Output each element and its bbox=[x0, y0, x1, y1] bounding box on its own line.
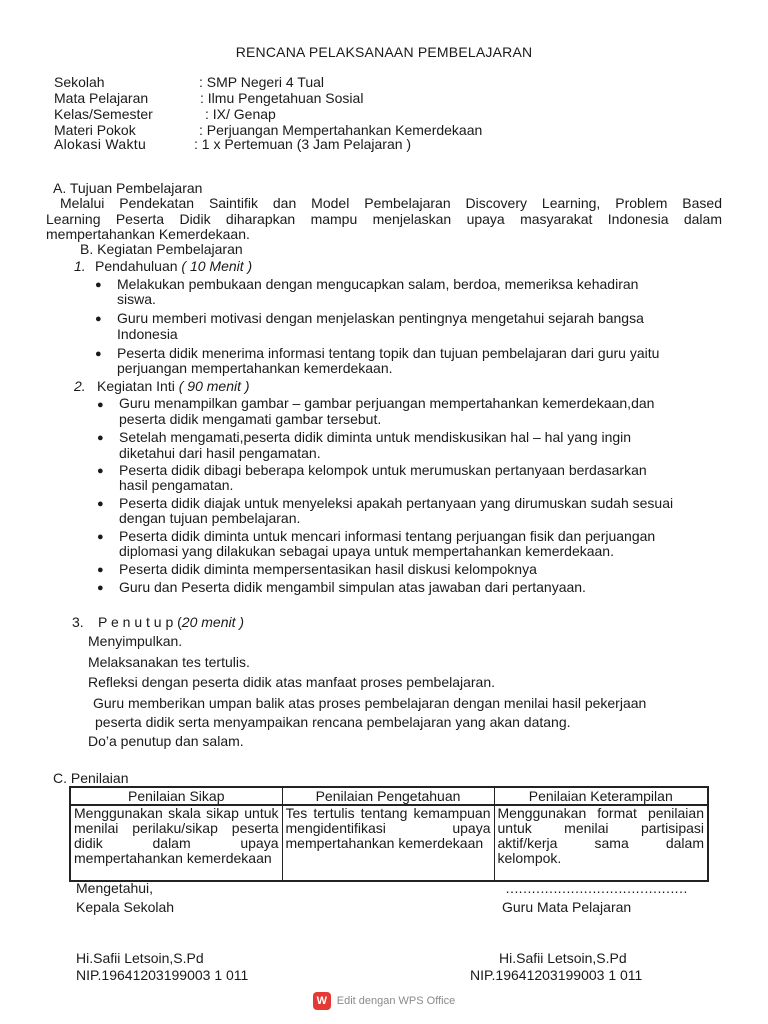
inti-item-1-line-2: peserta didik mengamati gambar tersebut. bbox=[119, 411, 382, 427]
bullet-dot: ● bbox=[97, 564, 104, 576]
table-header-row bbox=[70, 787, 708, 805]
kegiatan-inti-heading: Kegiatan Inti ( 90 menit ) bbox=[97, 378, 250, 394]
section-b-heading: B. Kegiatan Pembelajaran bbox=[80, 241, 243, 257]
sign-right-title: Guru Mata Pelajaran bbox=[502, 899, 632, 915]
pendahuluan-heading: Pendahuluan ( 10 Menit ) bbox=[95, 258, 253, 274]
penilaian-table bbox=[69, 786, 709, 882]
info-label-materi: Materi Pokok bbox=[54, 122, 136, 138]
penutup-line-6: Do’a penutup dan salam. bbox=[88, 733, 244, 749]
bullet-dot: ● bbox=[97, 531, 104, 543]
penutup-number: 3. bbox=[72, 614, 84, 630]
info-value-mapel: : Ilmu Pengetahuan Sosial bbox=[200, 90, 364, 106]
table-row bbox=[70, 805, 708, 881]
penutup-line-3: Refleksi dengan peserta didik atas manfaat proses pembelajaran. bbox=[88, 674, 496, 690]
table-cell-keterampilan: Menggunakan format penilaian untuk menilai partisipasi aktif/kerja sama dalam kelompok. bbox=[494, 805, 708, 881]
wps-logo-icon: W bbox=[313, 992, 331, 1010]
pendahuluan-item-1-line-2: siswa. bbox=[117, 291, 156, 307]
wps-watermark-text: Edit dengan WPS Office bbox=[336, 994, 456, 1007]
section-a-heading: A. Tujuan Pembelajaran bbox=[53, 180, 203, 196]
inti-item-5-line-1: Peserta didik diminta untuk mencari informasi tentang perjuangan fisik dan perjuangan bbox=[119, 528, 656, 544]
pendahuluan-number: 1. bbox=[74, 258, 86, 274]
info-value-kelas: : IX/ Genap bbox=[205, 106, 276, 122]
sign-right-name: Hi.Safii Letsoin,S.Pd bbox=[499, 950, 627, 966]
inti-item-4-line-1: Peserta didik diajak untuk menyeleksi apakah pertanyaan yang dirumuskan sudah sesuai bbox=[119, 495, 674, 511]
bullet-dot: ● bbox=[95, 279, 102, 291]
penutup-heading: P e n u t u p (20 menit ) bbox=[98, 614, 245, 630]
pendahuluan-item-1-line-1: Melakukan pembukaan dengan mengucapkan salam, berdoa, memeriksa kehadiran bbox=[117, 276, 639, 292]
inti-item-3-line-1: Peserta didik dibagi beberapa kelompok untuk merumuskan pertanyaan berdasarkan bbox=[119, 462, 647, 478]
bullet-dot: ● bbox=[97, 432, 104, 444]
inti-item-3-line-2: hasil pengamatan. bbox=[119, 477, 234, 493]
table-header-pengetahuan: Penilaian Pengetahuan bbox=[282, 787, 494, 805]
bullet-dot: ● bbox=[97, 399, 104, 411]
sign-left-mengetahui: Mengetahui, bbox=[76, 880, 154, 896]
info-label-alokasi: Alokasi Waktu bbox=[54, 136, 147, 152]
inti-item-6: Peserta didik diminta mempersentasikan hasil diskusi kelompoknya bbox=[119, 561, 537, 577]
table-header-sikap: Penilaian Sikap bbox=[70, 787, 282, 805]
inti-item-2-line-2: diketahui dari hasil pengamatan. bbox=[119, 445, 321, 461]
pendahuluan-item-3-line-2: perjuangan mempertahankan kemerdekaan. bbox=[117, 360, 393, 376]
section-c-heading: C. Penilaian bbox=[53, 770, 129, 786]
info-value-alokasi: : 1 x Pertemuan (3 Jam Pelajaran ) bbox=[194, 136, 412, 152]
info-value-materi: : Perjuangan Mempertahankan Kemerdekaan bbox=[199, 122, 483, 138]
sign-right-nip: NIP.19641203199003 1 011 bbox=[470, 967, 643, 983]
sign-left-name: Hi.Safii Letsoin,S.Pd bbox=[76, 950, 204, 966]
table-header-keterampilan: Penilaian Keterampilan bbox=[494, 787, 708, 805]
pendahuluan-item-3-line-1: Peserta didik menerima informasi tentang topik dan tujuan pembelajaran dari guru yaitu bbox=[117, 345, 660, 361]
info-value-sekolah: : SMP Negeri 4 Tual bbox=[199, 74, 325, 90]
bullet-dot: ● bbox=[95, 348, 102, 360]
pendahuluan-item-2-line-2: Indonesia bbox=[117, 326, 178, 342]
sign-left-nip: NIP.19641203199003 1 011 bbox=[76, 967, 249, 983]
inti-item-4-line-2: dengan tujuan pembelajaran. bbox=[119, 510, 301, 526]
info-label-sekolah: Sekolah bbox=[54, 74, 105, 90]
sign-right-dots: …………………………………… bbox=[505, 880, 687, 896]
penutup-line-5: peserta didik serta menyampaikan rencana pembelajaran yang akan datang. bbox=[95, 714, 571, 730]
inti-item-2-line-1: Setelah mengamati,peserta didik diminta untuk mendiskusikan hal – hal yang ingin bbox=[119, 429, 632, 445]
info-label-kelas: Kelas/Semester bbox=[54, 106, 153, 122]
info-label-mapel: Mata Pelajaran bbox=[54, 90, 149, 106]
inti-item-5-line-2: diplomasi yang dilakukan sebagai upaya untuk mempertahankan kemerdekaan. bbox=[119, 543, 614, 559]
section-a-line-3: mempertahankan Kemerdekaan. bbox=[46, 226, 250, 242]
page-title: RENCANA PELAKSANAAN PEMBELAJARAN bbox=[235, 44, 533, 60]
bullet-dot: ● bbox=[97, 465, 104, 477]
bullet-dot: ● bbox=[97, 498, 104, 510]
pendahuluan-item-2-line-1: Guru memberi motivasi dengan menjelaskan pentingnya mengetahui sejarah bangsa bbox=[117, 310, 644, 326]
bullet-dot: ● bbox=[97, 582, 104, 594]
table-cell-sikap: Menggunakan skala sikap untuk menilai perilaku/sikap peserta didik dalam upaya mempertahankan kemerdekaan bbox=[70, 805, 282, 881]
wps-watermark bbox=[0, 992, 768, 1010]
section-a-line-2: Learning Peserta Didik diharapkan mampu menjelaskan upaya masyarakat Indonesia dalam bbox=[46, 211, 722, 227]
table-cell-pengetahuan: Tes tertulis tentang kemampuan mengidentifikasi upaya mempertahankan kemerdekaan bbox=[282, 805, 494, 881]
sign-left-title: Kepala Sekolah bbox=[76, 899, 175, 915]
inti-item-1-line-1: Guru menampilkan gambar – gambar perjuangan mempertahankan kemerdekaan,dan bbox=[119, 395, 655, 411]
penutup-line-4: Guru memberikan umpan balik atas proses pembelajaran dengan menilai hasil pekerjaan bbox=[93, 695, 647, 711]
section-a-line-1: Melalui Pendekatan Saintifik dan Model Pembelajaran Discovery Learning, Problem Based bbox=[60, 195, 722, 211]
inti-item-7: Guru dan Peserta didik mengambil simpulan atas jawaban dari pertanyaan. bbox=[119, 579, 586, 595]
penutup-line-2: Melaksanakan tes tertulis. bbox=[88, 654, 250, 670]
bullet-dot: ● bbox=[95, 313, 102, 325]
penutup-line-1: Menyimpulkan. bbox=[88, 633, 183, 649]
kegiatan-inti-number: 2. bbox=[74, 378, 86, 394]
